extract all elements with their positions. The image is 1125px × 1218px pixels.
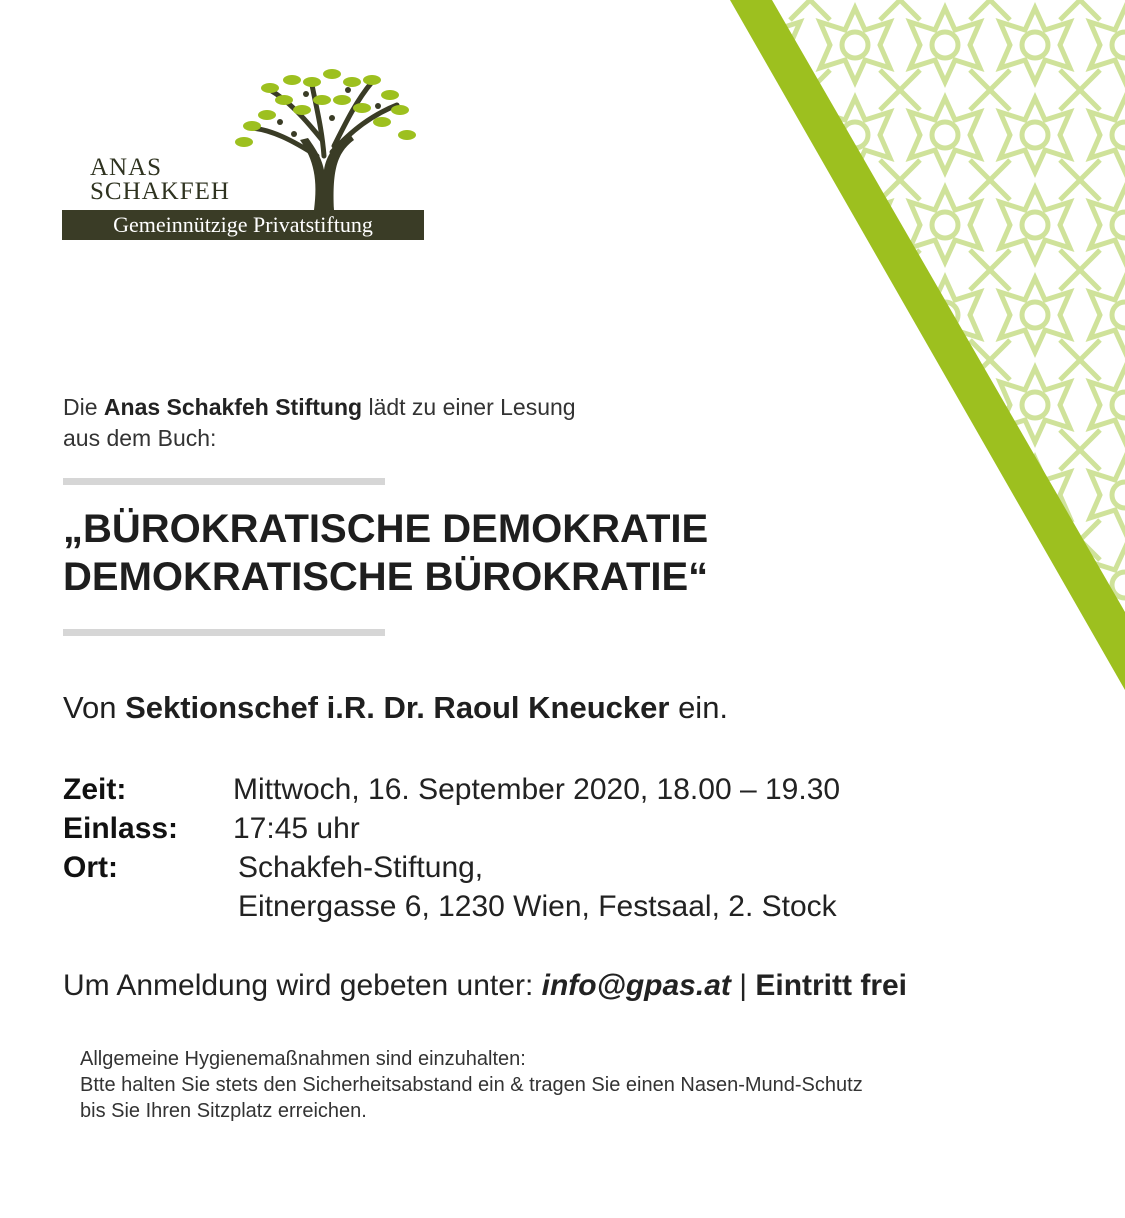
- logo-name-line1: ANAS: [90, 154, 163, 181]
- logo-wordmark: [90, 156, 290, 204]
- logo-name-line2: SCHAKFEH: [90, 178, 230, 205]
- entry-label: Einlass:: [63, 812, 179, 845]
- divider-top: [63, 478, 385, 485]
- hygiene-line2: Btte halten Sie stets den Sicherheitsabstand ein & tragen Sie einen Nasen-Mund-Schutz: [80, 1074, 863, 1096]
- intro-line1: [63, 392, 576, 423]
- speaker-line: [63, 688, 728, 728]
- hygiene-line3: bis Sie Ihren Sitzplatz erreichen.: [80, 1100, 367, 1122]
- place-line2: Eitnergasse 6, 1230 Wien, Festsaal, 2. Stock: [238, 890, 837, 923]
- speaker-suffix: ein.: [669, 690, 729, 725]
- place-line1: Schakfeh-Stiftung,: [238, 851, 484, 884]
- intro-line2: aus dem Buch:: [63, 425, 217, 451]
- hygiene-notice: [80, 1046, 863, 1124]
- foundation-logo: [62, 60, 424, 240]
- logo-subtitle: Gemeinnützige Privatstiftung: [62, 210, 424, 240]
- book-title: [63, 505, 823, 601]
- intro-prefix: Die: [63, 394, 104, 420]
- free-entry-label: Eintritt frei: [755, 969, 908, 1002]
- intro-text: [63, 392, 576, 454]
- book-title-line2: DEMOKRATISCHE BÜROKRATIE“: [63, 555, 709, 599]
- intro-organization: Anas Schakfeh Stiftung: [103, 394, 363, 420]
- speaker-name: Sektionschef i.R. Dr. Raoul Kneucker: [125, 690, 670, 725]
- time-label: Zeit:: [63, 773, 127, 806]
- time-value: Mittwoch, 16. September 2020, 18.00 – 19.30: [233, 773, 841, 806]
- book-title-line1: „BÜROKRATISCHE DEMOKRATIE: [63, 507, 709, 551]
- registration-line: [63, 966, 907, 1006]
- registration-prefix: Um Anmeldung wird gebeten unter:: [63, 969, 542, 1002]
- registration-email-link[interactable]: info@gpas.at: [541, 969, 731, 1002]
- divider-bottom: [63, 629, 385, 636]
- entry-value: 17:45 uhr: [233, 812, 360, 845]
- hygiene-line1: Allgemeine Hygienemaßnahmen sind einzuhalten:: [80, 1048, 526, 1070]
- registration-separator: |: [730, 969, 756, 1002]
- place-label: Ort:: [63, 851, 118, 884]
- intro-suffix: lädt zu einer Lesung: [362, 394, 576, 420]
- speaker-prefix: Von: [63, 690, 126, 725]
